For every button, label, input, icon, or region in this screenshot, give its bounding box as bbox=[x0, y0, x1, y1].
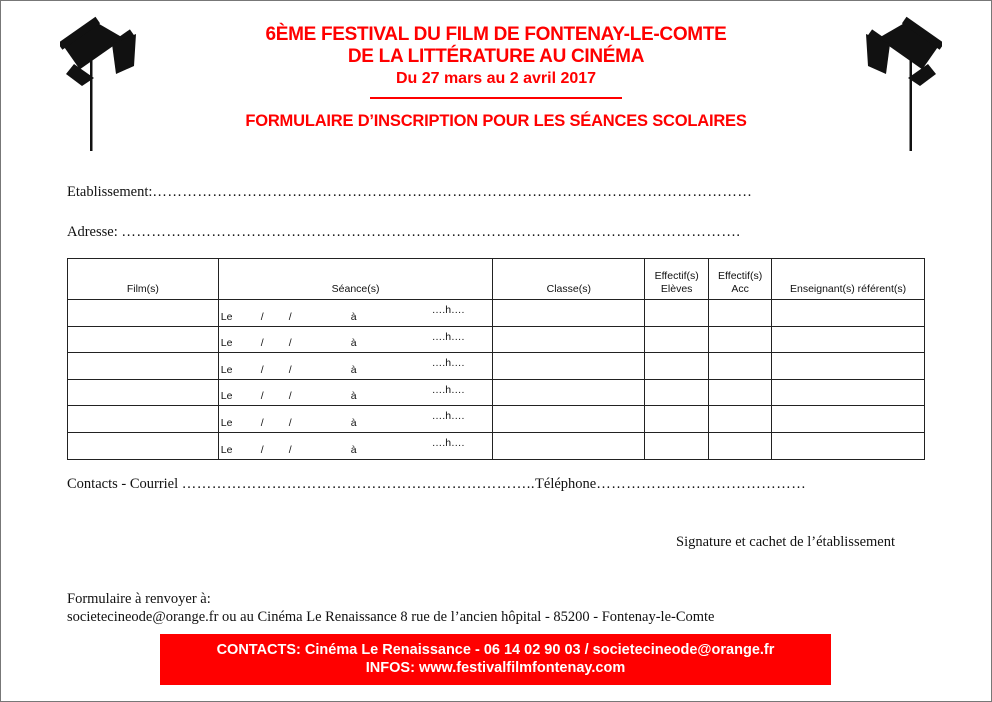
effectif-acc-cell[interactable] bbox=[709, 300, 772, 327]
contacts-label: Contacts - Courriel bbox=[67, 476, 182, 492]
seance-time-label: à bbox=[350, 390, 357, 403]
table-row bbox=[68, 300, 925, 327]
header-seances: Séance(s) bbox=[218, 259, 493, 300]
table-row bbox=[68, 432, 925, 459]
header-divider bbox=[370, 97, 622, 99]
adresse-line[interactable] bbox=[67, 224, 925, 241]
festival-dates: Du 27 mars au 2 avril 2017 bbox=[395, 70, 597, 87]
film-cell[interactable] bbox=[68, 353, 219, 380]
seance-date-separator: / bbox=[288, 390, 292, 403]
enseignant-cell[interactable] bbox=[772, 432, 925, 459]
classe-cell[interactable] bbox=[493, 300, 645, 327]
seance-hour-placeholder: ….h…. bbox=[431, 304, 465, 316]
effectif-eleves-cell[interactable] bbox=[645, 432, 709, 459]
header-effectif-acc: Effectif(s) Acc bbox=[709, 259, 772, 300]
adresse-label: Adresse: bbox=[67, 224, 122, 240]
seance-time-label: à bbox=[350, 363, 357, 376]
seance-cell[interactable] bbox=[218, 326, 493, 353]
return-instructions bbox=[67, 590, 715, 626]
enseignant-cell[interactable] bbox=[772, 300, 925, 327]
seance-cell[interactable] bbox=[218, 379, 493, 406]
adresse-field[interactable]: ……………………………………………………………………………………………………………. bbox=[121, 224, 741, 240]
classe-cell[interactable] bbox=[493, 326, 645, 353]
table-header-row bbox=[68, 259, 925, 300]
header-films: Film(s) bbox=[68, 259, 219, 300]
festival-title: 6ÈME FESTIVAL DU FILM DE FONTENAY-LE-COMTE bbox=[265, 24, 727, 45]
effectif-acc-cell[interactable] bbox=[709, 432, 772, 459]
seance-date-separator: / bbox=[288, 337, 292, 350]
table-row bbox=[68, 353, 925, 380]
effectif-eleves-cell[interactable] bbox=[645, 406, 709, 433]
effectif-acc-cell[interactable] bbox=[709, 406, 772, 433]
header-effectif-eleves: Effectif(s) Elèves bbox=[645, 259, 709, 300]
seance-cell[interactable] bbox=[218, 353, 493, 380]
seance-time-label: à bbox=[350, 337, 357, 350]
seance-hour-placeholder: ….h…. bbox=[431, 330, 465, 343]
projector-lamp-icon bbox=[60, 4, 140, 154]
effectif-acc-cell[interactable] bbox=[709, 326, 772, 353]
film-cell[interactable] bbox=[68, 379, 219, 406]
projector-lamp-icon bbox=[862, 4, 942, 154]
seance-time-label: à bbox=[350, 443, 357, 456]
classe-cell[interactable] bbox=[493, 379, 645, 406]
telephone-label: Téléphone bbox=[535, 476, 597, 492]
return-label: Formulaire à renvoyer à: bbox=[67, 591, 211, 607]
seance-time-label: à bbox=[350, 416, 357, 429]
etablissement-label: Etablissement: bbox=[67, 184, 153, 200]
seance-date-separator: / bbox=[260, 337, 264, 350]
courriel-field[interactable]: …………………………………………………………….. bbox=[181, 476, 536, 492]
effectif-eleves-cell[interactable] bbox=[645, 379, 709, 406]
seance-cell[interactable] bbox=[218, 406, 493, 433]
seance-date-separator: / bbox=[260, 363, 264, 376]
seance-date-separator: / bbox=[288, 416, 292, 429]
festival-subtitle: DE LA LITTÉRATURE AU CINÉMA bbox=[347, 46, 645, 67]
effectif-acc-cell[interactable] bbox=[709, 353, 772, 380]
seance-cell[interactable] bbox=[218, 432, 493, 459]
table-row bbox=[68, 406, 925, 433]
etablissement-field[interactable]: ………………………………………………………………………………………………………… bbox=[152, 184, 753, 200]
seance-day-label: Le bbox=[220, 443, 233, 456]
seance-hour-placeholder: ….h…. bbox=[431, 383, 465, 396]
telephone-field[interactable]: …………………………………… bbox=[596, 476, 807, 492]
enseignant-cell[interactable] bbox=[772, 379, 925, 406]
film-cell[interactable] bbox=[68, 300, 219, 327]
seance-date-separator: / bbox=[260, 390, 264, 403]
enseignant-cell[interactable] bbox=[772, 326, 925, 353]
seance-date-separator: / bbox=[260, 416, 264, 429]
seance-date-separator: / bbox=[260, 443, 264, 456]
seance-date-separator: / bbox=[288, 443, 292, 456]
seance-day-label: Le bbox=[220, 337, 233, 350]
effectif-eleves-cell[interactable] bbox=[645, 300, 709, 327]
classe-cell[interactable] bbox=[493, 406, 645, 433]
table-row bbox=[68, 379, 925, 406]
header bbox=[180, 24, 812, 131]
enseignant-cell[interactable] bbox=[772, 406, 925, 433]
contacts-banner bbox=[160, 634, 831, 685]
registration-table bbox=[67, 258, 925, 460]
form-title: FORMULAIRE D’INSCRIPTION POUR LES SÉANCES SCOLAIRES bbox=[245, 112, 747, 130]
film-cell[interactable] bbox=[68, 326, 219, 353]
seance-time-label: à bbox=[350, 310, 357, 323]
enseignant-cell[interactable] bbox=[772, 353, 925, 380]
seance-cell[interactable] bbox=[218, 300, 493, 327]
effectif-eleves-cell[interactable] bbox=[645, 326, 709, 353]
classe-cell[interactable] bbox=[493, 432, 645, 459]
contacts-line[interactable] bbox=[67, 476, 925, 493]
infos-website: INFOS: www.festivalfilmfontenay.com bbox=[365, 660, 626, 676]
seance-hour-placeholder: ….h…. bbox=[431, 410, 465, 423]
seance-day-label: Le bbox=[220, 310, 233, 323]
classe-cell[interactable] bbox=[493, 353, 645, 380]
effectif-eleves-cell[interactable] bbox=[645, 353, 709, 380]
seance-day-label: Le bbox=[220, 390, 233, 403]
seance-hour-placeholder: ….h…. bbox=[431, 357, 465, 370]
header-enseignants: Enseignant(s) référent(s) bbox=[772, 259, 925, 300]
table-row bbox=[68, 326, 925, 353]
seance-hour-placeholder: ….h…. bbox=[431, 436, 465, 449]
seance-date-separator: / bbox=[288, 310, 292, 323]
contacts-info: CONTACTS: Cinéma Le Renaissance - 06 14 02 90 03 / societecineode@orange.fr bbox=[216, 642, 775, 658]
seance-date-separator: / bbox=[260, 310, 264, 323]
etablissement-line[interactable] bbox=[67, 184, 925, 201]
seance-date-separator: / bbox=[288, 363, 292, 376]
signature-label: Signature et cachet de l’établissement bbox=[676, 534, 896, 550]
seance-day-label: Le bbox=[220, 363, 233, 376]
film-cell[interactable] bbox=[68, 432, 219, 459]
film-cell[interactable] bbox=[68, 406, 219, 433]
seance-day-label: Le bbox=[220, 416, 233, 429]
effectif-acc-cell[interactable] bbox=[709, 379, 772, 406]
return-address: societecineode@orange.fr ou au Cinéma Le Renaissance 8 rue de l’ancien hôpital - 85200 - Fontenay-le-Comte bbox=[67, 609, 715, 625]
header-classes: Classe(s) bbox=[493, 259, 645, 300]
